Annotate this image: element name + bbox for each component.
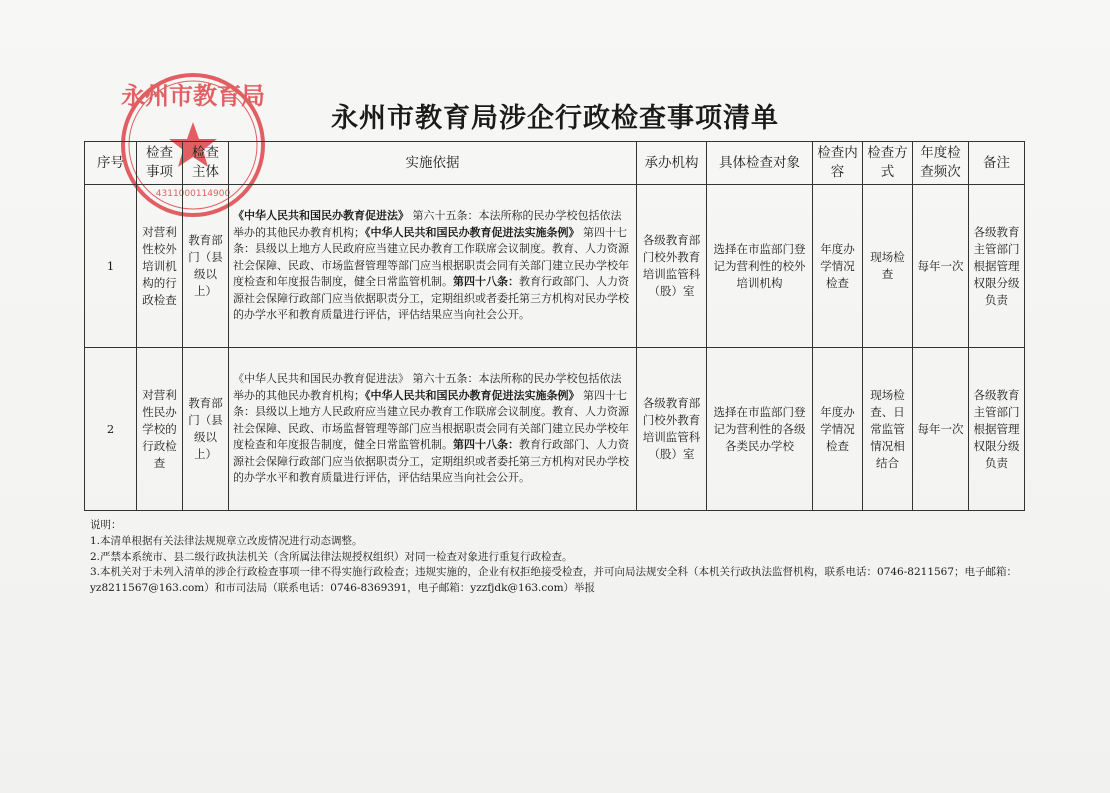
cell-no: 1 — [85, 185, 137, 348]
basis-seg: 第四十八条： — [453, 438, 519, 452]
basis-seg: 第六十五条：本法所称的民办学校包括依法举办的其他民办教育机构； — [233, 208, 622, 239]
header-item: 检查事项 — [137, 142, 183, 185]
cell-no: 2 — [85, 348, 137, 511]
note-item: 1.本清单根据有关法律法规规章立改废情况进行动态调整。 — [90, 534, 363, 547]
page-title: 永州市教育局涉企行政检查事项清单 — [331, 103, 779, 134]
cell-subject: 教育部门（县级以上） — [183, 185, 229, 348]
cell-basis — [229, 348, 637, 511]
basis-seg: 《中华人民共和国民办教育促进法实施条例》 — [365, 225, 580, 239]
cell-target: 选择在市监部门登记为营利性的校外培训机构 — [707, 185, 813, 348]
header-no: 序号 — [85, 142, 137, 185]
table-header-row — [85, 142, 1025, 185]
notes-label: 说明： — [90, 519, 122, 531]
cell-remark: 各级教育主管部门根据管理权限分级负责 — [969, 348, 1025, 511]
header-remark: 备注 — [969, 142, 1025, 185]
header-method: 检查方式 — [863, 142, 913, 185]
cell-item: 对营利性校外培训机构的行政检查 — [137, 185, 183, 348]
cell-basis — [229, 185, 637, 348]
basis-seg: 《中华人民共和国民办教育促进法实施条例》 — [365, 388, 580, 402]
inspection-table — [84, 141, 1025, 511]
basis-seg: 第四十八条： — [453, 275, 519, 289]
header-freq: 年度检查频次 — [913, 142, 969, 185]
header-target: 具体检查对象 — [707, 142, 813, 185]
basis-seg: 《中华人民共和国民办教育促进法》 第六十五条：本法所称的民办学校包括依法举办的其他民办教育机构； — [233, 371, 622, 402]
table-row — [85, 185, 1025, 348]
basis-seg: 《中华人民共和国民办教育促进法》 — [233, 208, 409, 222]
cell-remark: 各级教育主管部门根据管理权限分级负责 — [969, 185, 1025, 348]
cell-content: 年度办学情况检查 — [813, 185, 863, 348]
cell-freq: 每年一次 — [913, 185, 969, 348]
header-org: 承办机构 — [637, 142, 707, 185]
cell-content: 年度办学情况检查 — [813, 348, 863, 511]
table-row — [85, 348, 1025, 511]
cell-subject: 教育部门（县级以上） — [183, 348, 229, 511]
cell-method: 现场检查、日常监管情况相结合 — [863, 348, 913, 511]
basis-seg: 第四十七条：县级以上地方人民政府应当建立民办教育工作联席会议制度。教育、人力资源社会保障、民政、市场监督管理等部门应当根据职责会同有关部门建立民办学校年度检查和年度报告制度，健全日常监管机制。 — [233, 388, 629, 452]
header-basis: 实施依据 — [229, 142, 637, 185]
cell-freq: 每年一次 — [913, 348, 969, 511]
note-item: 2.严禁本系统市、县二级行政执法机关（含所属法律法规授权组织）对同一检查对象进行重复行政检查。 — [90, 550, 573, 563]
seal-number: 4311000114900 — [155, 189, 231, 199]
cell-item: 对营利性民办学校的行政检查 — [137, 348, 183, 511]
notes-section — [90, 518, 1030, 597]
cell-target: 选择在市监部门登记为营利性的各级各类民办学校 — [707, 348, 813, 511]
cell-org: 各级教育部门校外教育培训监管科（股）室 — [637, 185, 707, 348]
cell-method: 现场检查 — [863, 185, 913, 348]
basis-seg: 第四十七条：县级以上地方人民政府应当建立民办教育工作联席会议制度。教育、人力资源社会保障、民政、市场监督管理等部门应当根据职责会同有关部门建立民办学校年度检查和年度报告制度，健全日常监管机制。 — [233, 225, 629, 289]
seal-text: 永州市教育局 — [121, 82, 265, 110]
basis-seg: 教育行政部门、人力资源社会保障行政部门应当依据职责分工，定期组织或者委托第三方机构对民办学校的办学水平和教育质量进行评估，评估结果应当向社会公开。 — [233, 438, 629, 485]
cell-org: 各级教育部门校外教育培训监管科（股）室 — [637, 348, 707, 511]
header-content: 检查内容 — [813, 142, 863, 185]
header-subject: 检查主体 — [183, 142, 229, 185]
basis-seg: 教育行政部门、人力资源社会保障行政部门应当依据职责分工，定期组织或者委托第三方机构对民办学校的办学水平和教育质量进行评估，评估结果应当向社会公开。 — [233, 275, 629, 322]
note-item: 3.本机关对于未列入清单的涉企行政检查事项一律不得实施行政检查；违规实施的，企业有权拒绝接受检查，并可向局法规安全科（本机关行政执法监督机构，联系电话：0746-8211567；电子邮箱：yz8211567@163.com）和市司法局（联系电话：0746-8369391，电子邮箱：yzzfjdk@163.com）举报 — [90, 566, 1018, 595]
